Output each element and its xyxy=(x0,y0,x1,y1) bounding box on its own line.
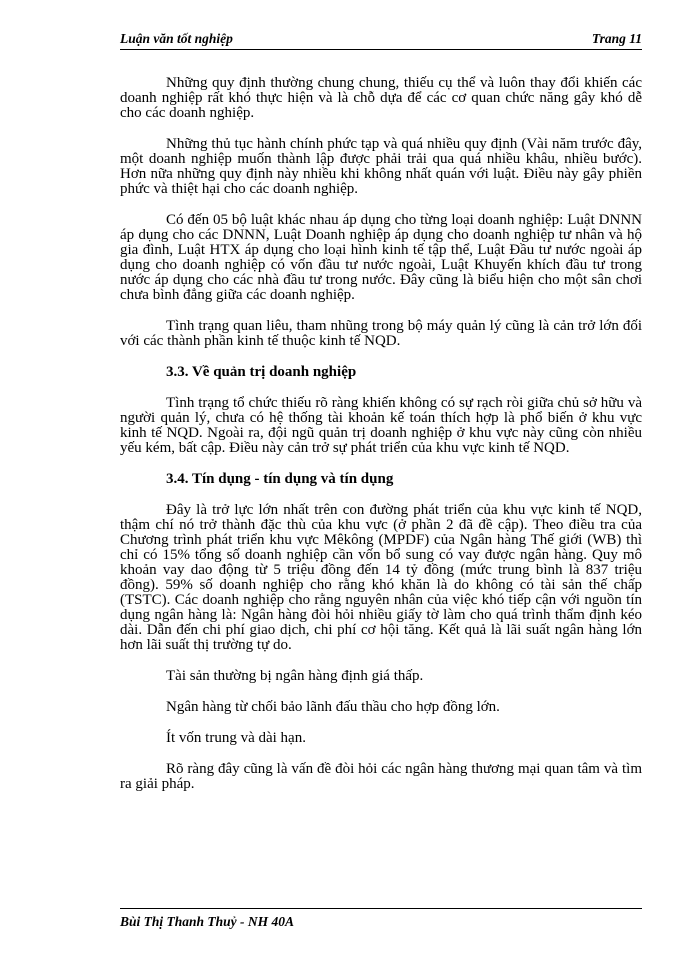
section-heading: 3.4. Tín dụng - tín dụng và tín dụng xyxy=(166,471,394,487)
page-header xyxy=(120,31,642,50)
paragraph: Ngân hàng từ chối bảo lãnh đấu thầu cho hợp đồng lớn. xyxy=(166,699,500,715)
paragraph: Những thủ tục hành chính phức tạp và quá nhiều quy định (Vài năm trước đây, một doanh nghiệp muốn thành lập được phải trải qua quá nhiều khâu, nhiều bước). Hơn nữa những quy định này nhiều khi không nhất quán với luật. Điều này gây phiền phức và thiệt hại cho các doanh nghiệp. xyxy=(120,136,642,197)
document-body xyxy=(120,76,642,808)
paragraph: Tài sản thường bị ngân hàng định giá thấp. xyxy=(166,668,424,684)
section-heading: 3.3. Về quản trị doanh nghiệp xyxy=(166,364,357,380)
page-number: Trang 11 xyxy=(591,31,642,46)
page-footer xyxy=(120,908,642,930)
paragraph: Rõ ràng đây cũng là vấn đề đòi hỏi các ngân hàng thương mại quan tâm và tìm ra giải pháp. xyxy=(120,761,642,792)
paragraph: Tình trạng tổ chức thiếu rõ ràng khiến không có sự rạch ròi giữa chủ sở hữu và người quản lý, chưa có hệ thống tài khoản kế toán thích hợp là phổ biến ở khu vực kinh tế NQD. Ngoài ra, đội ngũ quản trị doanh nghiệp ở khu vực này cũng còn nhiều yếu kém, bất cập. Điều này cản trở sự phát triển của khu vực kinh tế NQD. xyxy=(120,395,642,456)
paragraph: Ít vốn trung và dài hạn. xyxy=(166,730,306,746)
paragraph: Đây là trở lực lớn nhất trên con đường phát triển của khu vực kinh tế NQD, thậm chí nó trở thành đặc thù của khu vực (ở phần 2 đã đề cập). Theo điều tra của Chương trình phát triển khu vực Mêkông (MPDF) của Ngân hàng Thế giới (WB) thì chỉ có 15% tổng số doanh nghiệp cần vốn bổ sung có vay được ngân hàng. Quy mô khoản vay dao động từ 5 triệu đồng đến 14 tỷ đồng (mức trung bình là 837 triệu đồng). 59% số doanh nghiệp cho rằng khó khăn là do không có tài sản thế chấp (TSTC). Các doanh nghiệp cho rằng nguyên nhân của việc khó tiếp cận với nguồn tín dụng ngân hàng là: Ngân hàng đòi hỏi nhiều giấy tờ làm cho quá trình thẩm định kéo dài. Dẫn đến chi phí giao dịch, chi phí cơ hội tăng. Kết quả là lãi suất ngân hàng lớn hơn lãi suất thị trường tự do. xyxy=(120,502,642,653)
author-name: Bùi Thị Thanh Thuỷ - NH 40A xyxy=(120,914,295,929)
paragraph: Có đến 05 bộ luật khác nhau áp dụng cho từng loại doanh nghiệp: Luật DNNN áp dụng cho các DNNN, Luật Doanh nghiệp áp dụng cho doanh nghiệp tư nhân và hộ gia đình, Luật HTX áp dụng cho loại hình kinh tế tập thể, Luật Đầu tư nước ngoài áp dụng cho doanh nghiệp có vốn đầu tư nước ngoài, Luật Khuyến khích đầu tư trong nước áp dụng cho các nhà đầu tư trong nước. Đây cũng là biểu hiện cho một sân chơi chưa bình đẳng giữa các doanh nghiệp. xyxy=(120,212,642,303)
paragraph: Tình trạng quan liêu, tham nhũng trong bộ máy quản lý cũng là cản trở lớn đối với các thành phần kinh tế thuộc kinh tế NQD. xyxy=(120,318,642,349)
paragraph: Những quy định thường chung chung, thiếu cụ thể và luôn thay đổi khiến các doanh nghiệp rất khó thực hiện và là chỗ dựa để các cơ quan chức năng gây khó dễ cho các doanh nghiệp. xyxy=(120,75,642,121)
thesis-title: Luận văn tốt nghiệp xyxy=(120,31,233,46)
